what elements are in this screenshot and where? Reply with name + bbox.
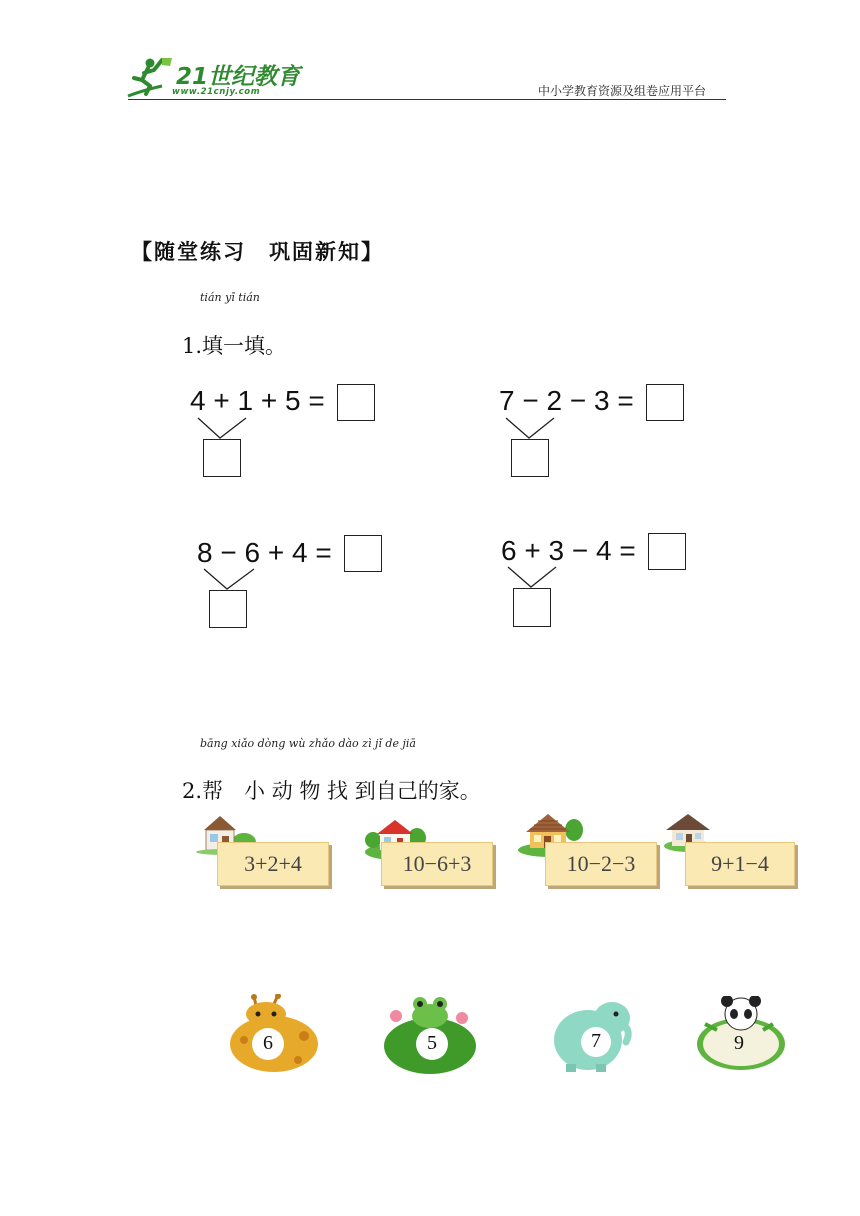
animal-number: 6	[263, 1032, 273, 1054]
animal-number: 9	[734, 1032, 744, 1054]
equation-1: 4 + 1 + 5 =	[190, 385, 325, 416]
answer-box-4[interactable]	[648, 533, 686, 570]
house-label-1[interactable]: 3+2+4	[217, 842, 329, 886]
q1-prompt: 1.填一填。	[182, 334, 287, 358]
equation-2: 7 − 2 − 3 =	[499, 385, 634, 416]
partial-box-1[interactable]	[203, 439, 241, 477]
house-label-3[interactable]: 10−2−3	[545, 842, 657, 886]
equation-4: 6 + 3 − 4 =	[501, 535, 636, 566]
partial-box-4[interactable]	[513, 588, 551, 627]
split-lines-1	[190, 414, 260, 442]
answer-box-1[interactable]	[337, 384, 375, 421]
equation-3: 8 − 6 + 4 =	[197, 537, 332, 568]
elephant-icon[interactable]	[552, 996, 634, 1074]
logo-url: www.21cnjy.com	[172, 87, 261, 97]
house-label-4[interactable]: 9+1−4	[685, 842, 795, 886]
split-lines-3	[197, 565, 267, 593]
q2-prompt: 2.帮 小 动 物 找 到自己的家。	[182, 779, 481, 803]
platform-tagline: 中小学教育资源及组卷应用平台	[538, 84, 707, 98]
animal-number: 7	[591, 1030, 601, 1052]
q2-pinyin: bāng xiǎo dòng wù zhǎo dào zì jǐ de jiā	[200, 737, 416, 750]
logo-text: 21世纪教育	[176, 64, 301, 90]
page-header	[0, 0, 860, 110]
logo	[124, 56, 301, 100]
running-man-logo-icon	[124, 56, 176, 100]
frog-icon[interactable]	[382, 994, 478, 1076]
section-title: 【随堂练习 巩固新知】	[131, 239, 384, 264]
split-lines-4	[501, 563, 571, 591]
q1-pinyin: tián yī tián	[200, 291, 260, 304]
answer-box-3[interactable]	[344, 535, 382, 572]
answer-box-2[interactable]	[646, 384, 684, 421]
animal-number: 5	[427, 1032, 437, 1054]
partial-box-2[interactable]	[511, 439, 549, 477]
split-lines-2	[499, 414, 569, 442]
panda-icon[interactable]	[695, 996, 787, 1072]
header-divider	[128, 99, 726, 100]
giraffe-icon[interactable]	[228, 994, 320, 1074]
partial-box-3[interactable]	[209, 590, 247, 628]
house-label-2[interactable]: 10−6+3	[381, 842, 493, 886]
